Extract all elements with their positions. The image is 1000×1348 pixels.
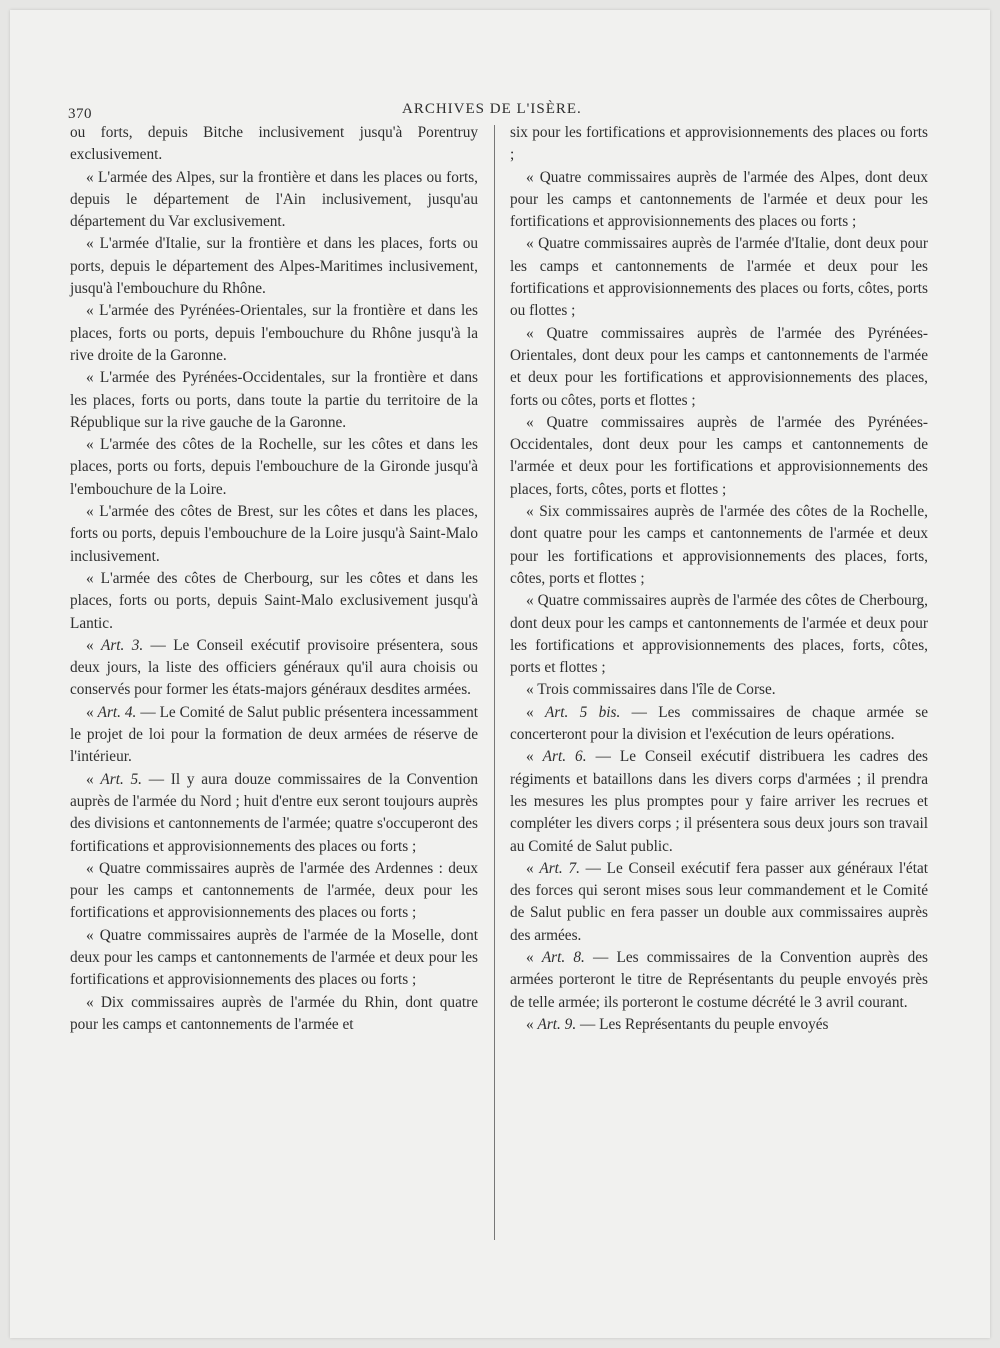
article-number: Art. 5 bis. bbox=[544, 703, 621, 721]
quote-mark: « bbox=[86, 770, 101, 788]
article-number: Art. 6. bbox=[542, 748, 587, 766]
article-paragraph bbox=[510, 858, 928, 947]
column-divider bbox=[494, 125, 495, 1240]
paragraph: « Quatre commissaires auprès de l'armée des Ardennes : deux pour les camps et cantonnements de l'armée, deux pour les fortifications et approvisionnements des places ou forts ; bbox=[70, 859, 478, 922]
paragraph: « Quatre commissaires auprès de l'armée des Pyrénées-Orientales, dont deux pour les camps et cantonnements de l'armée et deux pour les fortifications et approvisionnements des places, forts ou côtes, ports et flottes ; bbox=[510, 324, 928, 409]
article-paragraph bbox=[510, 746, 928, 857]
article-text: — Les commissaires de chaque armée se concerteront pour la division et l'exécution de leurs opérations. bbox=[510, 703, 928, 744]
article-text: — Le Comité de Salut public présentera incessamment le projet de loi pour la formation de deux armées de réserve de l'intérieur. bbox=[70, 703, 478, 766]
paragraph: « Quatre commissaires auprès de l'armée de la Moselle, dont deux pour les camps et cantonnements de l'armée et deux pour les fortifications et approvisionnements des places ou forts ; bbox=[70, 926, 478, 989]
article-paragraph bbox=[70, 702, 478, 769]
page-number: 370 bbox=[68, 106, 92, 122]
paragraph: « L'armée des Pyrénées-Occidentales, sur la frontière et dans les places, forts ou ports, dans toute la partie du territoire de la République sur la rive gauche de la Garonne. bbox=[70, 369, 478, 431]
article-paragraph bbox=[510, 947, 928, 1014]
quote-mark: « bbox=[526, 948, 542, 966]
quote-mark: « bbox=[86, 636, 101, 654]
article-paragraph bbox=[510, 1014, 928, 1036]
article-text: — Les Représentants du peuple envoyés bbox=[576, 1015, 829, 1033]
article-paragraph bbox=[70, 769, 478, 858]
quote-mark: « bbox=[526, 1015, 538, 1033]
paragraph: « Dix commissaires auprès de l'armée du Rhin, dont quatre pour les camps et cantonnements de l'armée et bbox=[70, 993, 478, 1033]
article-paragraph bbox=[510, 702, 928, 747]
paragraph: « Quatre commissaires auprès de l'armée des Pyrénées-Occidentales, dont deux pour les camps et cantonnements de l'armée et deux pour les fortifications et approvisionnements des places, forts, côtes, ports et flottes ; bbox=[510, 413, 928, 498]
paragraph: « L'armée des Alpes, sur la frontière et dans les places ou forts, depuis le département de l'Ain inclusivement, jusqu'au département du Var exclusivement. bbox=[70, 168, 478, 231]
article-number: Art. 8. bbox=[541, 948, 585, 966]
paragraph: « L'armée d'Italie, sur la frontière et dans les places, forts ou ports, depuis le département des Alpes-Maritimes inclusivement, jusqu'à l'embouchure du Rhône. bbox=[70, 235, 478, 298]
article-number: Art. 9. bbox=[537, 1015, 577, 1033]
quote-mark: « bbox=[86, 703, 98, 721]
article-number: Art. 4. bbox=[97, 703, 137, 721]
article-number: Art. 5. bbox=[100, 770, 142, 788]
right-column bbox=[510, 122, 928, 1036]
article-text: — Il y aura douze commissaires de la Convention auprès de l'armée du Nord ; huit d'entre eux seront toujours auprès des divisions et cantonnements de l'armée; quatre s'occuperont des fortifications et approvisionnements des places ou forts ; bbox=[70, 770, 478, 855]
quote-mark: « bbox=[526, 859, 540, 877]
quote-mark: « bbox=[526, 703, 545, 721]
article-text: — Le Conseil exécutif provisoire présentera, sous deux jours, la liste des officiers généraux qu'il aura choisis ou conservés pour former les états-majors généraux desdites armées. bbox=[70, 636, 478, 699]
paragraph: « L'armée des côtes de Cherbourg, sur les côtes et dans les places, forts ou ports, depuis Saint-Malo exclusivement jusqu'à Lantic. bbox=[70, 569, 478, 632]
article-paragraph bbox=[70, 635, 478, 702]
quote-mark: « bbox=[526, 748, 543, 766]
article-text: — Le Conseil exécutif distribuera les cadres des régiments et bataillons dans les divers corps d'armées ; il prendra les mesures les plus promptes pour y faire arriver les recrues et compléter les divers corps ; il présentera sous deux jours son travail au Comité de Salut public. bbox=[510, 748, 928, 855]
paragraph: ou forts, depuis Bitche inclusivement jusqu'à Porentruy exclusivement. bbox=[70, 124, 478, 164]
running-head: ARCHIVES DE L'ISÈRE. bbox=[402, 101, 582, 117]
paragraph: « L'armée des côtes de la Rochelle, sur les côtes et dans les places, ports ou forts, depuis l'embouchure de la Gironde jusqu'à l'embouchure de la Loire. bbox=[70, 436, 478, 498]
paragraph: « L'armée des Pyrénées-Orientales, sur la frontière et dans les places, forts ou ports, depuis l'embouchure du Rhône jusqu'à la rive droite de la Garonne. bbox=[70, 302, 478, 364]
paragraph: « Six commissaires auprès de l'armée des côtes de la Rochelle, dont quatre pour les camps et cantonnements de l'armée et deux pour les fortifications et approvisionnements des places, forts, côtes, ports et flottes ; bbox=[510, 503, 928, 587]
article-text: — Les commissaires de la Convention auprès des armées porteront le titre de Représentants du peuple envoyés près de telle armée; ils porteront le costume décrété le 3 avril courant. bbox=[510, 948, 928, 1011]
article-number: Art. 3. bbox=[101, 636, 144, 654]
paragraph: « L'armée des côtes de Brest, sur les côtes et dans les places, forts ou ports, depuis l'embouchure de la Loire jusqu'à Saint-Malo inclusivement. bbox=[70, 503, 478, 565]
article-number: Art. 7. bbox=[539, 859, 580, 877]
paragraph: « Quatre commissaires auprès de l'armée des Alpes, dont deux pour les camps et cantonnements de l'armée et deux pour les fortifications et approvisionnements des places ou forts ; bbox=[510, 168, 928, 231]
paragraph: six pour les fortifications et approvisionnements des places ou forts ; bbox=[510, 124, 928, 164]
left-column bbox=[70, 122, 478, 1036]
paragraph: « Trois commissaires dans l'île de Corse. bbox=[526, 681, 776, 699]
paragraph: « Quatre commissaires auprès de l'armée d'Italie, dont deux pour les camps et cantonnements de l'armée et deux pour les fortifications et approvisionnements des places ou forts, côtes, ports ou flottes ; bbox=[510, 235, 928, 320]
article-text: — Le Conseil exécutif fera passer aux généraux l'état des forces qui seront mises sous leur commandement et le Comité de Salut public en fera passer un double aux commissaires auprès des armées. bbox=[510, 859, 928, 944]
paragraph: « Quatre commissaires auprès de l'armée des côtes de Cherbourg, dont deux pour les camps et cantonnements de l'armée et deux pour les fortifications et approvisionnements des places, forts, côtes, ports et flottes ; bbox=[510, 592, 928, 677]
